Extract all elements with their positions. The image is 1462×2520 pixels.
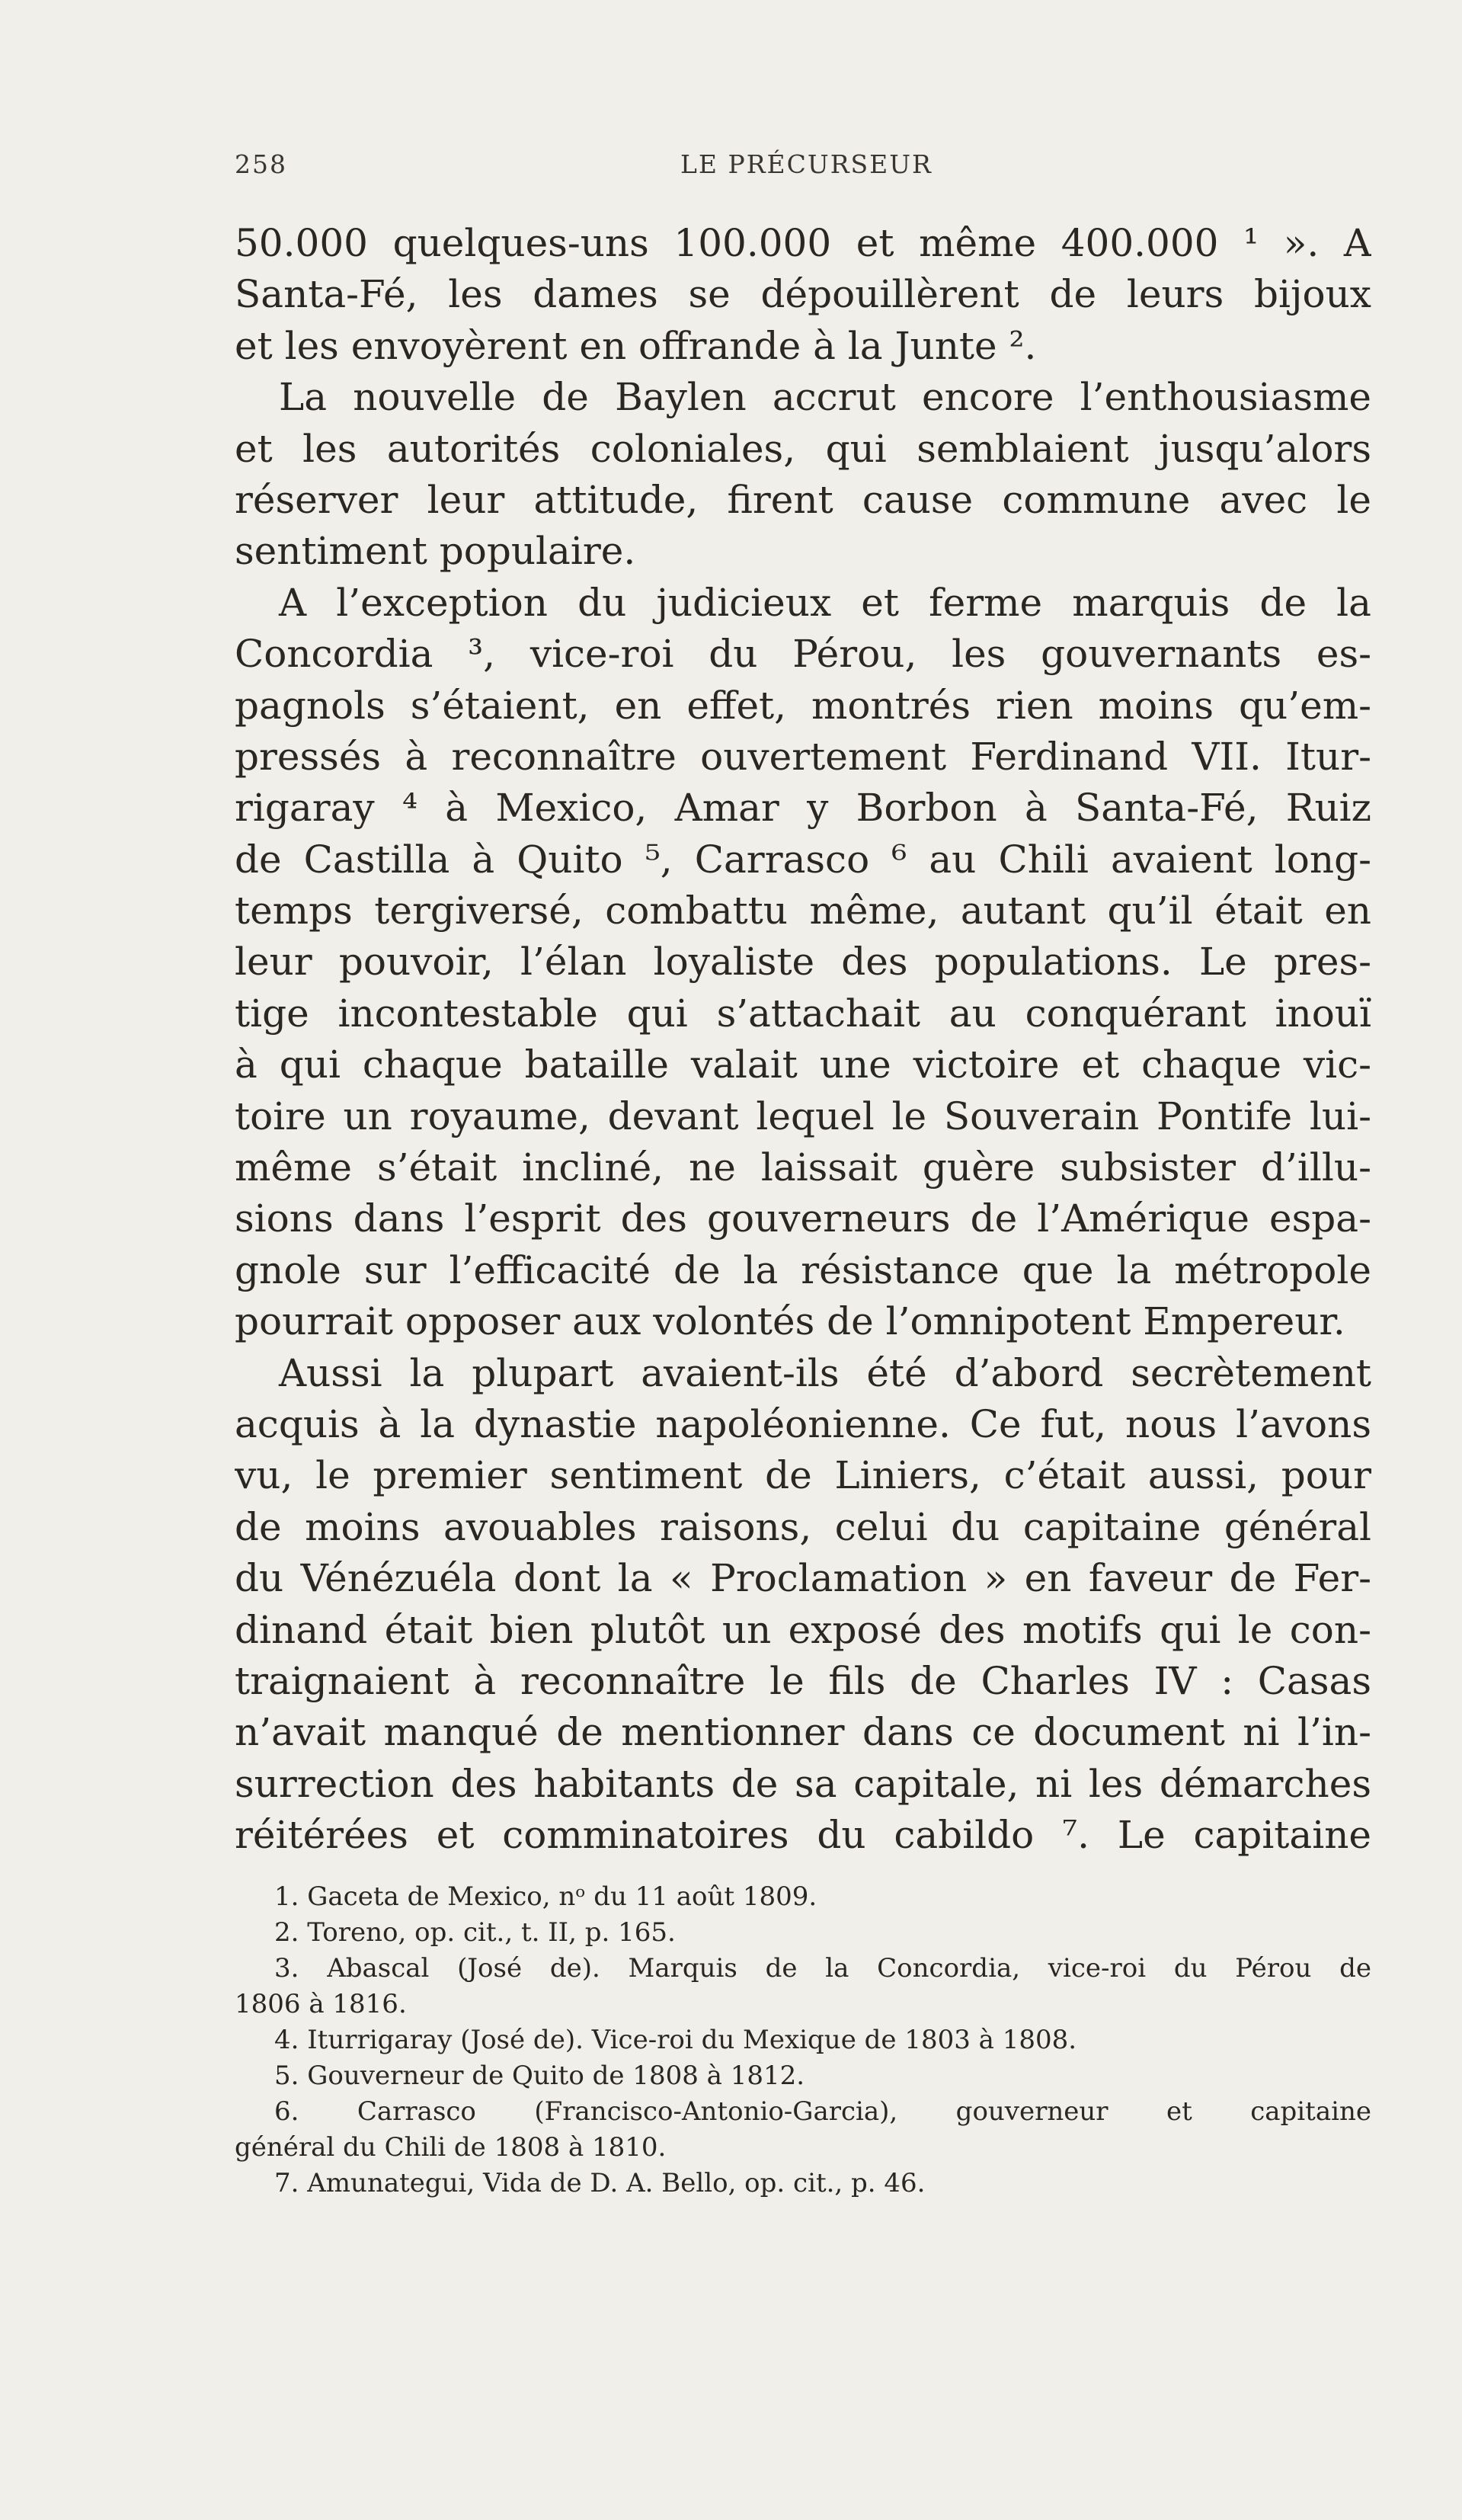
body-line: 50.000 quelques-uns 100.000 et même 400.000 ¹ ». A [235, 221, 1371, 265]
running-header [235, 149, 1371, 187]
body-line: traignaient à reconnaître le fils de Charles IV : Casas [235, 1658, 1371, 1703]
body-line: Concordia ³, vice-roi du Pérou, les gouvernants es- [235, 632, 1371, 677]
body-line: Santa-Fé, les dames se dépouillèrent de leurs bijoux [235, 272, 1371, 317]
footnote: 1. Gaceta de Mexico, nᵒ du 11 août 1809. [274, 1881, 817, 1912]
body-line: A l’exception du judicieux et ferme marquis de la [279, 580, 1371, 625]
body-line: sions dans l’esprit des gouverneurs de l’Amérique espa- [235, 1196, 1371, 1241]
body-line: gnole sur l’efficacité de la résistance que la métropole [235, 1247, 1371, 1292]
body-line: de Castilla à Quito ⁵, Carrasco ⁶ au Chili avaient long- [235, 837, 1371, 882]
body-line: sentiment populaire. [235, 529, 636, 574]
body-line: n’avait manqué de mentionner dans ce document ni l’in- [235, 1710, 1371, 1755]
body-line: même s’était incliné, ne laissait guère subsister d’illu- [235, 1145, 1371, 1190]
footnote: 4. Iturrigaray (José de). Vice-roi du Mexique de 1803 à 1808. [274, 2025, 1077, 2055]
body-line: réserver leur attitude, firent cause commune avec le [235, 477, 1371, 522]
footnote: 7. Amunategui, Vida de D. A. Bello, op. cit., p. 46. [274, 2168, 926, 2198]
body-line: de moins avouables raisons, celui du capitaine général [235, 1504, 1371, 1549]
body-line: et les envoyèrent en offrande à la Junte ². [235, 323, 1037, 368]
footnote: 3. Abascal (José de). Marquis de la Concordia, vice-roi du Pérou de [274, 1953, 1371, 1984]
body-line: et les autorités coloniales, qui semblaient jusqu’alors [235, 426, 1371, 471]
body-text [235, 218, 1371, 1862]
body-line: pagnols s’étaient, en effet, montrés rien moins qu’em- [235, 683, 1371, 728]
body-line: dinand était bien plutôt un exposé des motifs qui le con- [235, 1607, 1371, 1652]
footnote: 5. Gouverneur de Quito de 1808 à 1812. [274, 2061, 805, 2091]
body-line: temps tergiversé, combattu même, autant qu’il était en [235, 889, 1371, 933]
body-line: surrection des habitants de sa capitale, ni les démarches [235, 1761, 1371, 1806]
footnote: 6. Carrasco (Francisco-Antonio-Garcia), gouverneur et capitaine [274, 2096, 1371, 2127]
running-title: LE PRÉCURSEUR [680, 149, 933, 179]
body-line: acquis à la dynastie napoléonienne. Ce fut, nous l’avons [235, 1401, 1371, 1446]
body-line: leur pouvoir, l’élan loyaliste des populations. Le pres- [235, 940, 1371, 985]
body-line: La nouvelle de Baylen accrut encore l’enthousiasme [279, 375, 1371, 420]
body-line: du Vénézuéla dont la « Proclamation » en faveur de Fer- [235, 1556, 1371, 1601]
page-number: 258 [235, 149, 287, 179]
body-line: vu, le premier sentiment de Liniers, c’était aussi, pour [235, 1453, 1371, 1498]
body-line: rigaray ⁴ à Mexico, Amar y Borbon à Santa-Fé, Ruiz [235, 786, 1371, 831]
body-line: à qui chaque bataille valait une victoire et chaque vic- [235, 1042, 1371, 1087]
body-line: toire un royaume, devant lequel le Souverain Pontife lui- [235, 1093, 1371, 1138]
footnote: 2. Toreno, op. cit., t. II, p. 165. [274, 1917, 676, 1948]
footnote-continuation: 1806 à 1816. [235, 1989, 407, 2019]
body-line: pressés à reconnaître ouvertement Ferdinand VII. Itur- [235, 734, 1371, 779]
footnotes [235, 1879, 1371, 2201]
body-line: Aussi la plupart avaient-ils été d’abord secrètement [279, 1350, 1371, 1395]
body-line: pourrait opposer aux volontés de l’omnipotent Empereur. [235, 1299, 1345, 1344]
footnote-continuation: général du Chili de 1808 à 1810. [235, 2132, 667, 2163]
body-line: réitérées et comminatoires du cabildo ⁷. Le capitaine [235, 1813, 1371, 1858]
body-line: tige incontestable qui s’attachait au conquérant inouï [235, 991, 1371, 1036]
